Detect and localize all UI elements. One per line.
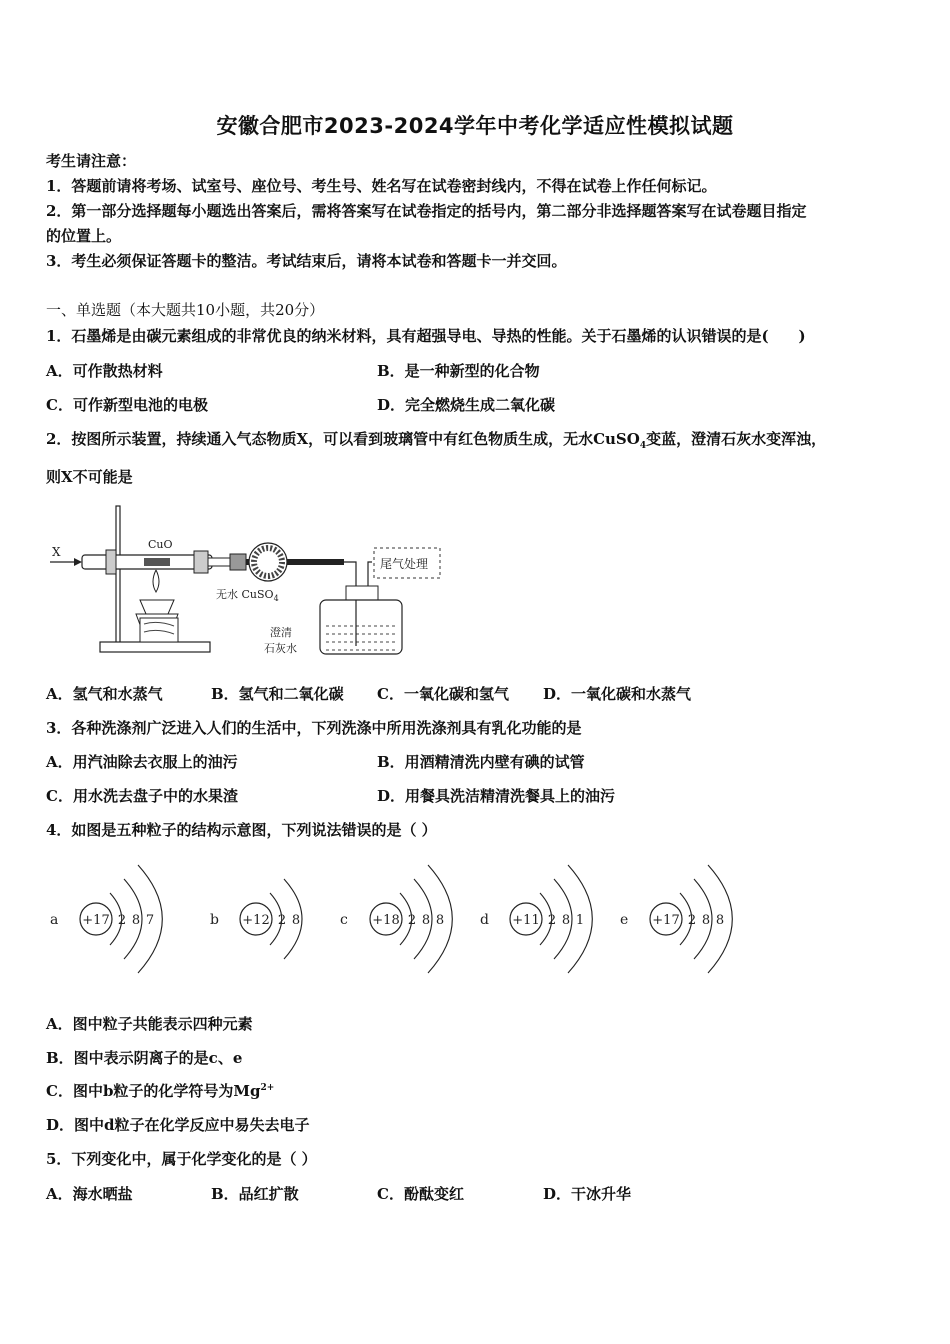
q3-option-d[interactable]: D．用餐具洗洁精清洗餐具上的油污 — [377, 787, 616, 805]
x-label: X — [52, 545, 61, 559]
particle-a — [50, 865, 162, 973]
notice-heading: 考生请注意： — [46, 152, 137, 170]
lamp-flame — [153, 570, 159, 592]
q3-option-a[interactable]: A．用汽油除去衣服上的油污 — [46, 753, 238, 771]
q4-option-c[interactable] — [46, 1080, 274, 1101]
nucleus-charge: +11 — [512, 913, 540, 928]
shell-electron-count: 2 — [687, 913, 697, 928]
q2-stem-cont: 则X不可能是 — [46, 468, 133, 486]
shell-electron-count: 1 — [575, 913, 585, 928]
notice-item-1: 1．答题前请将考场、试室号、座位号、考生号、姓名写在试卷密封线内，不得在试卷上作任何标记。 — [46, 177, 717, 195]
stand-rod — [116, 506, 120, 644]
particle-label: c — [340, 912, 348, 928]
nucleus-charge: +18 — [372, 913, 400, 928]
notice-item-2: 2．第一部分选择题每小题选出答案后，需将答案写在试卷指定的括号内，第二部分非选择题答案写在试卷题目指定 — [46, 202, 807, 220]
tube-stopper — [194, 551, 208, 573]
q4-option-c-text: C．图中b粒子的化学符号为Mg — [46, 1082, 261, 1100]
q2-option-d[interactable]: D．一氧化碳和水蒸气 — [543, 685, 692, 703]
q1-stem: 1．石墨烯是由碳元素组成的非常优良的纳米材料，具有超强导电、导热的性能。关于石墨烯的认识错误的是( ) — [46, 327, 806, 345]
q3-stem: 3．各种洗涤剂广泛进入人们的生活中，下列洗涤中所用洗涤剂具有乳化功能的是 — [46, 719, 582, 737]
q1-option-c[interactable]: C．可作新型电池的电极 — [46, 396, 208, 414]
q1-option-a[interactable]: A．可作散热材料 — [46, 362, 163, 380]
particle-label: d — [480, 912, 489, 928]
q5-option-c[interactable]: C．酚酞变红 — [377, 1185, 464, 1203]
cuso4-label-sub: 4 — [273, 594, 279, 603]
q5-stem: 5．下列变化中，属于化学变化的是（ ） — [46, 1150, 317, 1168]
wood-block — [140, 618, 178, 642]
limewater-label-2: 石灰水 — [264, 642, 297, 655]
q2-stem — [46, 428, 826, 457]
section-heading: 一、单选题（本大题共10小题，共20分） — [46, 301, 325, 319]
q4-option-d[interactable]: D．图中d粒子在化学反应中易失去电子 — [46, 1116, 310, 1134]
q2-option-b[interactable]: B．氢气和二氧化碳 — [211, 685, 344, 703]
particle-e — [620, 865, 732, 973]
shell-electron-count: 7 — [145, 913, 155, 928]
q1-option-d[interactable]: D．完全燃烧生成二氧化碳 — [377, 396, 556, 414]
cuso4-label-text: 无水 CuSO — [216, 588, 274, 601]
q4-stem: 4．如图是五种粒子的结构示意图，下列说法错误的是（ ） — [46, 821, 437, 839]
nucleus-charge: +17 — [82, 913, 110, 928]
nucleus-charge: +17 — [652, 913, 680, 928]
limewater-label-1: 澄清 — [270, 626, 292, 639]
particle-label: e — [620, 912, 629, 928]
shell-electron-count: 2 — [547, 913, 557, 928]
nucleus-charge: +12 — [242, 913, 270, 928]
q5-option-a[interactable]: A．海水晒盐 — [46, 1185, 133, 1203]
q2-stem-part1: 2．按图所示装置，持续通入气态物质X，可以看到玻璃管中有红色物质生成，无水CuSO — [46, 430, 640, 448]
shell-electron-count: 8 — [701, 913, 711, 928]
notice-item-3: 3．考生必须保证答题卡的整洁。考试结束后，请将本试卷和答题卡一并交回。 — [46, 252, 567, 270]
particle-label: a — [50, 912, 59, 928]
cuo-sample — [144, 558, 170, 566]
q2-stem-subscript: 4 — [639, 441, 647, 451]
q1-option-b[interactable]: B．是一种新型的化合物 — [377, 362, 540, 380]
shell-electron-count: 8 — [291, 913, 301, 928]
alcohol-lamp — [140, 600, 174, 614]
cuso4-label — [216, 587, 279, 603]
q3-option-b[interactable]: B．用酒精清洗内壁有碘的试管 — [377, 753, 585, 771]
page-title: 安徽合肥市2023-2024学年中考化学适应性模拟试题 — [216, 114, 734, 138]
q2-option-a[interactable]: A．氢气和水蒸气 — [46, 685, 163, 703]
shell-electron-count: 8 — [715, 913, 725, 928]
q4-option-a[interactable]: A．图中粒子共能表示四种元素 — [46, 1015, 253, 1033]
q2-option-c[interactable]: C．一氧化碳和氢气 — [377, 685, 509, 703]
shell-electron-count: 2 — [277, 913, 287, 928]
particle-c — [340, 865, 452, 973]
tube-clamp — [106, 550, 116, 574]
shell-electron-count: 8 — [561, 913, 571, 928]
rubber-joint — [230, 554, 246, 570]
shell-electron-count: 2 — [407, 913, 417, 928]
q4-option-b[interactable]: B．图中表示阴离子的是c、e — [46, 1049, 243, 1067]
shell-electron-count: 2 — [117, 913, 127, 928]
shell-electron-count: 8 — [435, 913, 445, 928]
particle-label: b — [210, 912, 219, 928]
stand-base — [100, 642, 210, 652]
q5-option-d[interactable]: D．干冰升华 — [543, 1185, 632, 1203]
inlet-arrowhead — [74, 558, 82, 566]
tail-gas-label: 尾气处理 — [380, 557, 429, 571]
notice-item-2-cont: 的位置上。 — [46, 227, 122, 245]
particle-b — [210, 879, 302, 959]
apparatus-figure — [44, 500, 464, 665]
q4-option-c-charge: 2+ — [260, 1083, 275, 1093]
q2-stem-part2: 变蓝，澄清石灰水变浑浊， — [646, 430, 827, 448]
shell-electron-count: 8 — [421, 913, 431, 928]
bottle-neck — [346, 586, 378, 600]
q5-option-b[interactable]: B．品红扩散 — [211, 1185, 299, 1203]
particle-diagrams — [40, 855, 760, 985]
shell-electron-count: 8 — [131, 913, 141, 928]
cuo-label: CuO — [148, 538, 173, 551]
q3-option-c[interactable]: C．用水洗去盘子中的水果渣 — [46, 787, 238, 805]
particle-d — [480, 865, 592, 973]
